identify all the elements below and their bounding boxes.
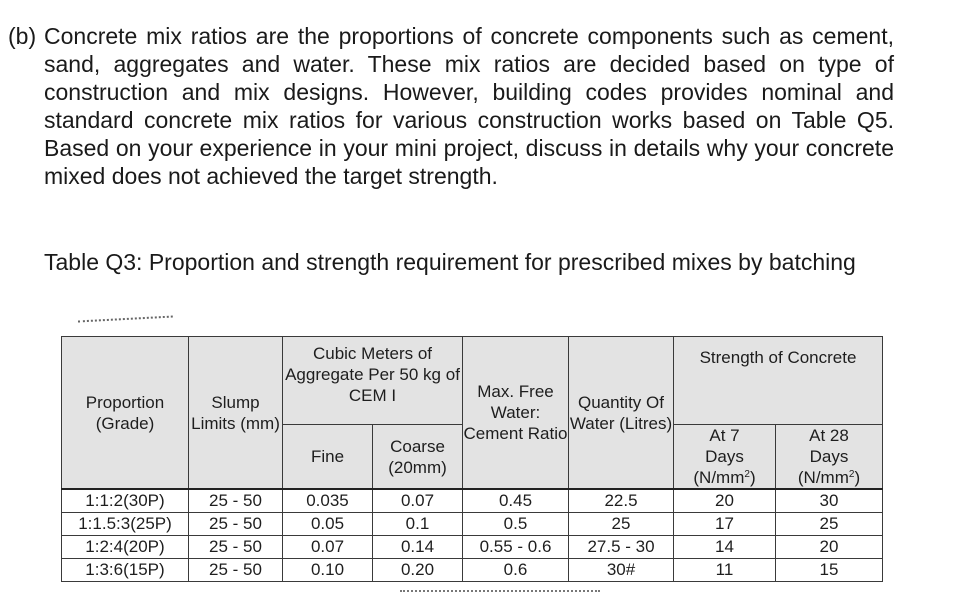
cell-fine: 0.10	[283, 559, 373, 582]
header-fine: Fine	[283, 425, 373, 490]
cell-ratio: 0.45	[463, 489, 569, 513]
cell-28-days: 25	[776, 513, 883, 536]
header-cubic-meters: Cubic Meters of Aggregate Per 50 kg of CEM I	[283, 337, 463, 425]
header-28-days-line2: Days	[809, 447, 849, 466]
header-strength: Strength of Concrete	[674, 337, 883, 425]
unit-close: )	[749, 468, 756, 487]
cell-slump: 25 - 50	[189, 489, 283, 513]
cell-coarse: 0.14	[373, 536, 463, 559]
question-text: Concrete mix ratios are the proportions of concrete components such as cement, sand, aggregates and water. These mix ratios are decided based on type of construction and mix designs. However, building codes provides nominal and standard concrete mix ratios for various construction works based on Table Q5. Based on your experience in your mini project, discuss in details why your concrete mixed does not achieved the target strength.	[44, 23, 894, 189]
cell-slump: 25 - 50	[189, 559, 283, 582]
cell-ratio: 0.55 - 0.6	[463, 536, 569, 559]
cell-7-days: 17	[674, 513, 776, 536]
table-row	[62, 489, 883, 513]
header-7-days-line2: Days	[705, 447, 744, 466]
cell-water: 30#	[569, 559, 674, 582]
cropped-text-fragment-bottom	[400, 590, 600, 596]
header-coarse: Coarse (20mm)	[373, 425, 463, 490]
cell-28-days: 20	[776, 536, 883, 559]
cell-coarse: 0.1	[373, 513, 463, 536]
cell-7-days: 20	[674, 489, 776, 513]
cell-coarse: 0.20	[373, 559, 463, 582]
cell-proportion: 1:1:2(30P)	[62, 489, 189, 513]
table-row	[62, 559, 883, 582]
cell-ratio: 0.5	[463, 513, 569, 536]
header-slump: Slump Limits (mm)	[189, 337, 283, 490]
cell-proportion: 1:1.5:3(25P)	[62, 513, 189, 536]
header-7-days	[674, 425, 776, 490]
cell-proportion: 1:2:4(20P)	[62, 536, 189, 559]
cell-slump: 25 - 50	[189, 536, 283, 559]
cell-water: 27.5 - 30	[569, 536, 674, 559]
question-label: (b)	[8, 23, 37, 49]
header-7-days-line1: At 7	[709, 426, 740, 445]
cropped-text-fragment	[78, 316, 173, 329]
header-water-cement-ratio: Max. Free Water: Cement Ratio	[463, 337, 569, 490]
cell-7-days: 14	[674, 536, 776, 559]
cell-proportion: 1:3:6(15P)	[62, 559, 189, 582]
header-proportion: Proportion (Grade)	[62, 337, 189, 490]
header-28-days-unit: (N/mm	[797, 468, 849, 487]
cell-fine: 0.035	[283, 489, 373, 513]
cell-fine: 0.05	[283, 513, 373, 536]
cell-ratio: 0.6	[463, 559, 569, 582]
unit-close: )	[854, 468, 861, 487]
mix-proportion-table	[61, 336, 883, 582]
cell-7-days: 11	[674, 559, 776, 582]
cell-water: 22.5	[569, 489, 674, 513]
cell-28-days: 15	[776, 559, 883, 582]
table-row	[62, 513, 883, 536]
cell-slump: 25 - 50	[189, 513, 283, 536]
header-28-days-line1: At 28	[809, 426, 849, 445]
cell-coarse: 0.07	[373, 489, 463, 513]
cell-fine: 0.07	[283, 536, 373, 559]
unit-superscript: 2	[848, 469, 855, 480]
header-28-days	[776, 425, 883, 490]
header-7-days-unit: (N/mm	[693, 468, 745, 487]
cell-water: 25	[569, 513, 674, 536]
table-row	[62, 536, 883, 559]
table-caption: Table Q3: Proportion and strength requirement for prescribed mixes by batching	[44, 249, 856, 275]
unit-superscript: 2	[744, 469, 750, 480]
cell-28-days: 30	[776, 489, 883, 513]
header-water-quantity: Quantity Of Water (Litres)	[569, 337, 674, 490]
